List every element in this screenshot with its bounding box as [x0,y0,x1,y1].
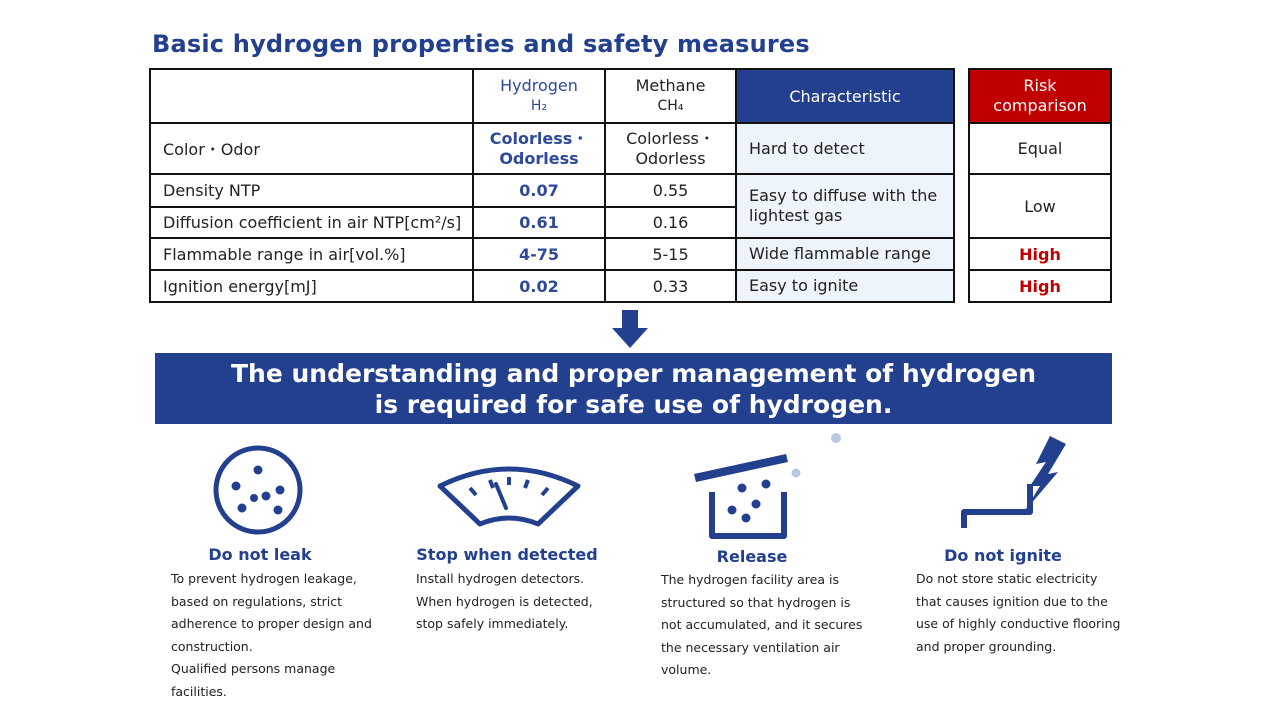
methane-header: Methane CH₄ [635,76,706,114]
methane-flammable: 5-15 [652,244,689,264]
ventilation-icon [690,430,850,542]
hydrogen-flammable: 4-75 [518,244,560,264]
risk-flammable: High [1019,244,1061,264]
measure-text-stop-when-detected: Install hydrogen detectors. When hydrogen is detected, stop safely immediately. [416,571,593,632]
measure-heading-stop-when-detected: Stop when detected [416,545,598,564]
hydrogen-diffusion: 0.61 [519,213,559,232]
down-arrow-icon [610,310,650,350]
hydrogen-ignition: 0.02 [519,276,559,296]
risk-color-odor: Equal [1017,139,1063,158]
risk-header: Risk comparison [970,70,1110,122]
row-label-ignition: Ignition energy[mJ] [163,276,317,296]
methane-diffusion: 0.16 [652,213,689,232]
measure-heading-do-not-leak: Do not leak [208,545,312,564]
measure-text-release: The hydrogen facility area is structured so that hydrogen is not accumulated, and it secures the necessary ventilation air volume. [661,572,863,678]
measure-heading-release: Release [716,547,788,566]
risk-comparison-table [968,68,1112,303]
page-title: Basic hydrogen properties and safety measures [152,30,810,58]
hydrogen-color-odor: Colorless・ Odorless [489,128,589,168]
methane-color-odor: Colorless・ Odorless [626,128,715,168]
row-label-density: Density NTP [163,181,261,200]
no-leak-icon [212,444,304,536]
row-label-diffusion: Diffusion coefficient in air NTP[cm²/s] [163,213,462,232]
row-label-flammable: Flammable range in air[vol.%] [163,244,406,264]
methane-ignition: 0.33 [652,276,689,296]
row-label-color-odor: Color・Odor [163,140,260,159]
measure-text-do-not-ignite: Do not store static electricity that causes ignition due to the use of highly conductive flooring and proper grounding. [916,571,1121,654]
properties-table [149,68,955,303]
characteristic-detect: Hard to detect [737,124,953,173]
risk-ignition: High [1019,276,1061,296]
methane-density: 0.55 [652,181,689,200]
key-message-banner: The understanding and proper management of hydrogen is required for safe use of hydrogen. [155,353,1112,424]
measure-heading-do-not-ignite: Do not ignite [944,546,1062,565]
characteristic-ignite: Easy to ignite [737,271,953,301]
measure-text-do-not-leak: To prevent hydrogen leakage, based on regulations, strict adherence to proper design and construction. Qualified persons manage facilities. [171,571,372,699]
hydrogen-header: Hydrogen H₂ [500,76,578,114]
hydrogen-density: 0.07 [519,181,559,200]
characteristic-diffuse: Easy to diffuse with the lightest gas [737,175,953,237]
lightning-icon [958,432,1074,532]
characteristic-flammable: Wide flammable range [737,239,953,269]
gauge-icon [434,458,584,530]
risk-diffusion: Low [1024,196,1056,216]
characteristic-header: Characteristic [737,70,953,122]
